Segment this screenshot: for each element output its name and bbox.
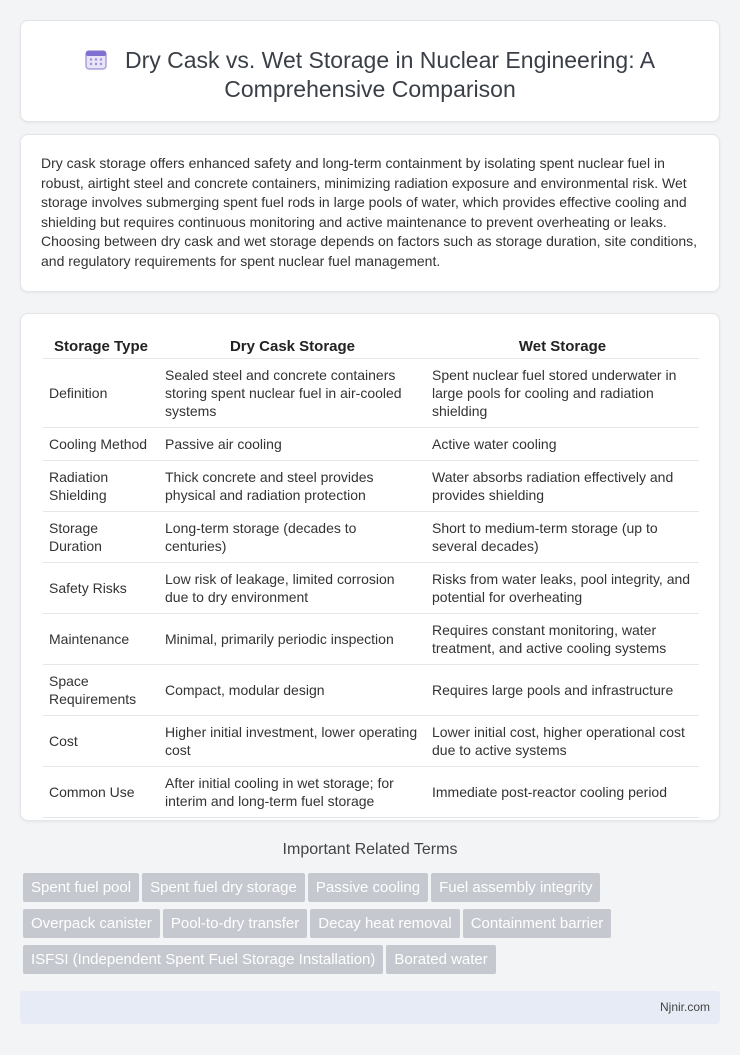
row-label: Common Use (43, 767, 159, 818)
dry-cask-cell: Low risk of leakage, limited corrosion due to dry environment (159, 563, 426, 614)
row-label: Maintenance (43, 614, 159, 665)
header-dry-cask: Dry Cask Storage (159, 336, 426, 359)
footer-source: Njnir.com (659, 1000, 710, 1014)
term-tag[interactable]: Decay heat removal (310, 909, 459, 938)
dry-cask-cell: Sealed steel and concrete containers storing spent nuclear fuel in air-cooled systems (159, 359, 426, 428)
term-tag[interactable]: Overpack canister (23, 909, 160, 938)
header-wet-storage: Wet Storage (426, 336, 699, 359)
term-tag[interactable]: Borated water (386, 945, 495, 974)
table-row (43, 716, 699, 767)
page-title: Dry Cask vs. Wet Storage in Nuclear Engineering: A Comprehensive Comparison (124, 47, 656, 102)
dry-cask-cell: Long-term storage (decades to centuries) (159, 512, 426, 563)
row-label: Radiation Shielding (43, 461, 159, 512)
wet-storage-cell: Spent nuclear fuel stored underwater in large pools for cooling and radiation shielding (426, 359, 699, 428)
row-label: Cost (43, 716, 159, 767)
term-tag[interactable]: Spent fuel dry storage (142, 873, 305, 902)
dry-cask-cell: Minimal, primarily periodic inspection (159, 614, 426, 665)
row-label: Storage Duration (43, 512, 159, 563)
dry-cask-cell: Higher initial investment, lower operating cost (159, 716, 426, 767)
footer-bar (20, 991, 720, 1024)
wet-storage-cell: Risks from water leaks, pool integrity, and potential for overheating (426, 563, 699, 614)
table-row (43, 359, 699, 428)
term-tag[interactable]: Containment barrier (463, 909, 612, 938)
related-terms-title: Important Related Terms (282, 841, 458, 858)
table-row (43, 428, 699, 461)
wet-storage-cell: Water absorbs radiation effectively and provides shielding (426, 461, 699, 512)
header-card (20, 20, 720, 122)
wet-storage-cell: Short to medium-term storage (up to several decades) (426, 512, 699, 563)
table-row (43, 461, 699, 512)
wet-storage-cell: Immediate post-reactor cooling period (426, 767, 699, 818)
term-tag[interactable]: ISFSI (Independent Spent Fuel Storage Installation) (23, 945, 383, 974)
row-label: Safety Risks (43, 563, 159, 614)
wet-storage-cell: Active water cooling (426, 428, 699, 461)
intro-card (20, 134, 720, 292)
table-row (43, 563, 699, 614)
dry-cask-cell: After initial cooling in wet storage; for interim and long-term fuel storage (159, 767, 426, 818)
page-title-wrap (61, 46, 679, 104)
dry-cask-cell: Passive air cooling (159, 428, 426, 461)
table-header-row (43, 336, 699, 359)
table-row (43, 767, 699, 818)
intro-paragraph: Dry cask storage offers enhanced safety and long-term containment by isolating spent nuclear fuel in robust, airtight steel and concrete containers, minimizing radiation exposure and environmental risk. Wet storage involves submerging spent fuel rods in large pools of water, which provides effective cooling and shielding but requires continuous monitoring and active maintenance to prevent overheating or leaks. Choosing between dry cask and wet storage depends on factors such as storage duration, site conditions, and regulatory requirements for spent nuclear fuel management. (41, 155, 698, 269)
row-label: Space Requirements (43, 665, 159, 716)
row-label: Cooling Method (43, 428, 159, 461)
dry-cask-cell: Compact, modular design (159, 665, 426, 716)
calendar-icon (85, 48, 107, 70)
dry-cask-cell: Thick concrete and steel provides physical and radiation protection (159, 461, 426, 512)
row-label: Definition (43, 359, 159, 428)
term-tag[interactable]: Fuel assembly integrity (431, 873, 600, 902)
table-row (43, 614, 699, 665)
table-row (43, 665, 699, 716)
term-tag[interactable]: Pool-to-dry transfer (163, 909, 307, 938)
related-terms-list (23, 873, 723, 981)
wet-storage-cell: Lower initial cost, higher operational cost due to active systems (426, 716, 699, 767)
term-tag[interactable]: Passive cooling (308, 873, 428, 902)
table-row (43, 512, 699, 563)
term-tag[interactable]: Spent fuel pool (23, 873, 139, 902)
wet-storage-cell: Requires large pools and infrastructure (426, 665, 699, 716)
wet-storage-cell: Requires constant monitoring, water treatment, and active cooling systems (426, 614, 699, 665)
comparison-table (43, 336, 699, 818)
header-storage-type: Storage Type (43, 336, 159, 359)
comparison-card (20, 313, 720, 821)
